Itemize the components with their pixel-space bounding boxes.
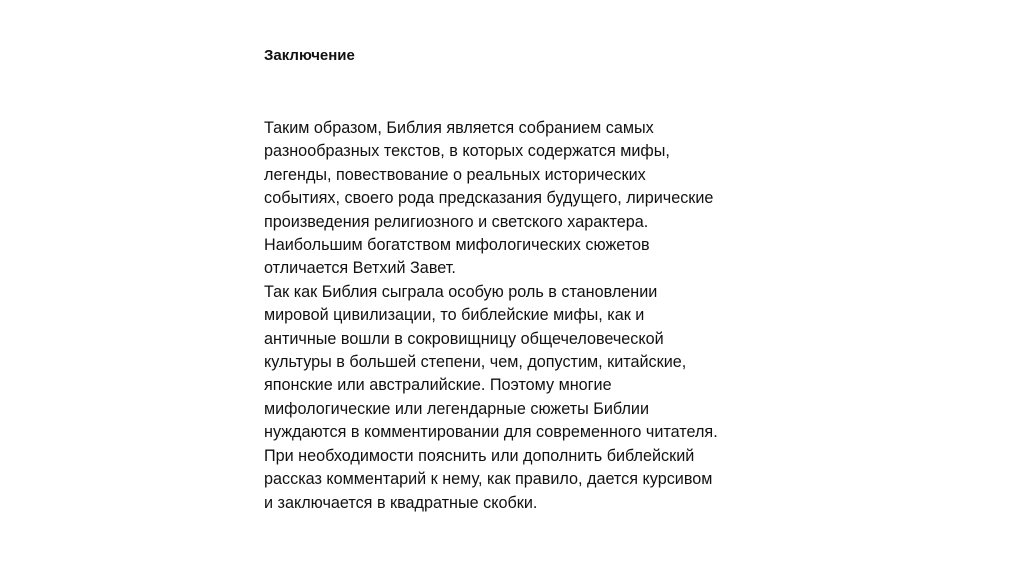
body-line: отличается Ветхий Завет. — [264, 259, 456, 278]
body-line: легенды, повествование о реальных исторических — [264, 165, 646, 184]
slide-title: Заключение — [264, 47, 355, 64]
body-line: культуры в большей степени, чем, допустим, китайские, — [264, 353, 687, 372]
body-line: японские или австралийские. Поэтому многие — [264, 376, 612, 395]
body-line: рассказ комментарий к нему, как правило, дается курсивом — [264, 470, 713, 489]
body-line: мировой цивилизации, то библейские мифы, как и — [264, 306, 645, 325]
body-line: произведения религиозного и светского характера. — [264, 212, 649, 231]
body-line: Так как Библия сыграла особую роль в становлении — [264, 282, 658, 301]
body-line: Таким образом, Библия является собранием самых — [264, 119, 654, 137]
body-line: событиях, своего рода предсказания будущего, лирические — [264, 189, 714, 208]
body-line: нуждаются в комментировании для современного читателя. — [264, 423, 718, 442]
body-line: античные вошли в сокровищницу общечеловеческой — [264, 329, 664, 348]
body-line: и заключается в квадратные скобки. — [264, 493, 538, 512]
body-line: мифологические или легендарные сюжеты Библии — [264, 399, 649, 418]
body-line: Наибольшим богатством мифологических сюжетов — [264, 236, 650, 255]
body-line: разнообразных текстов, в которых содержатся мифы, — [264, 142, 670, 161]
slide-body-text — [264, 117, 784, 515]
body-line: При необходимости пояснить или дополнить библейский — [264, 446, 695, 465]
